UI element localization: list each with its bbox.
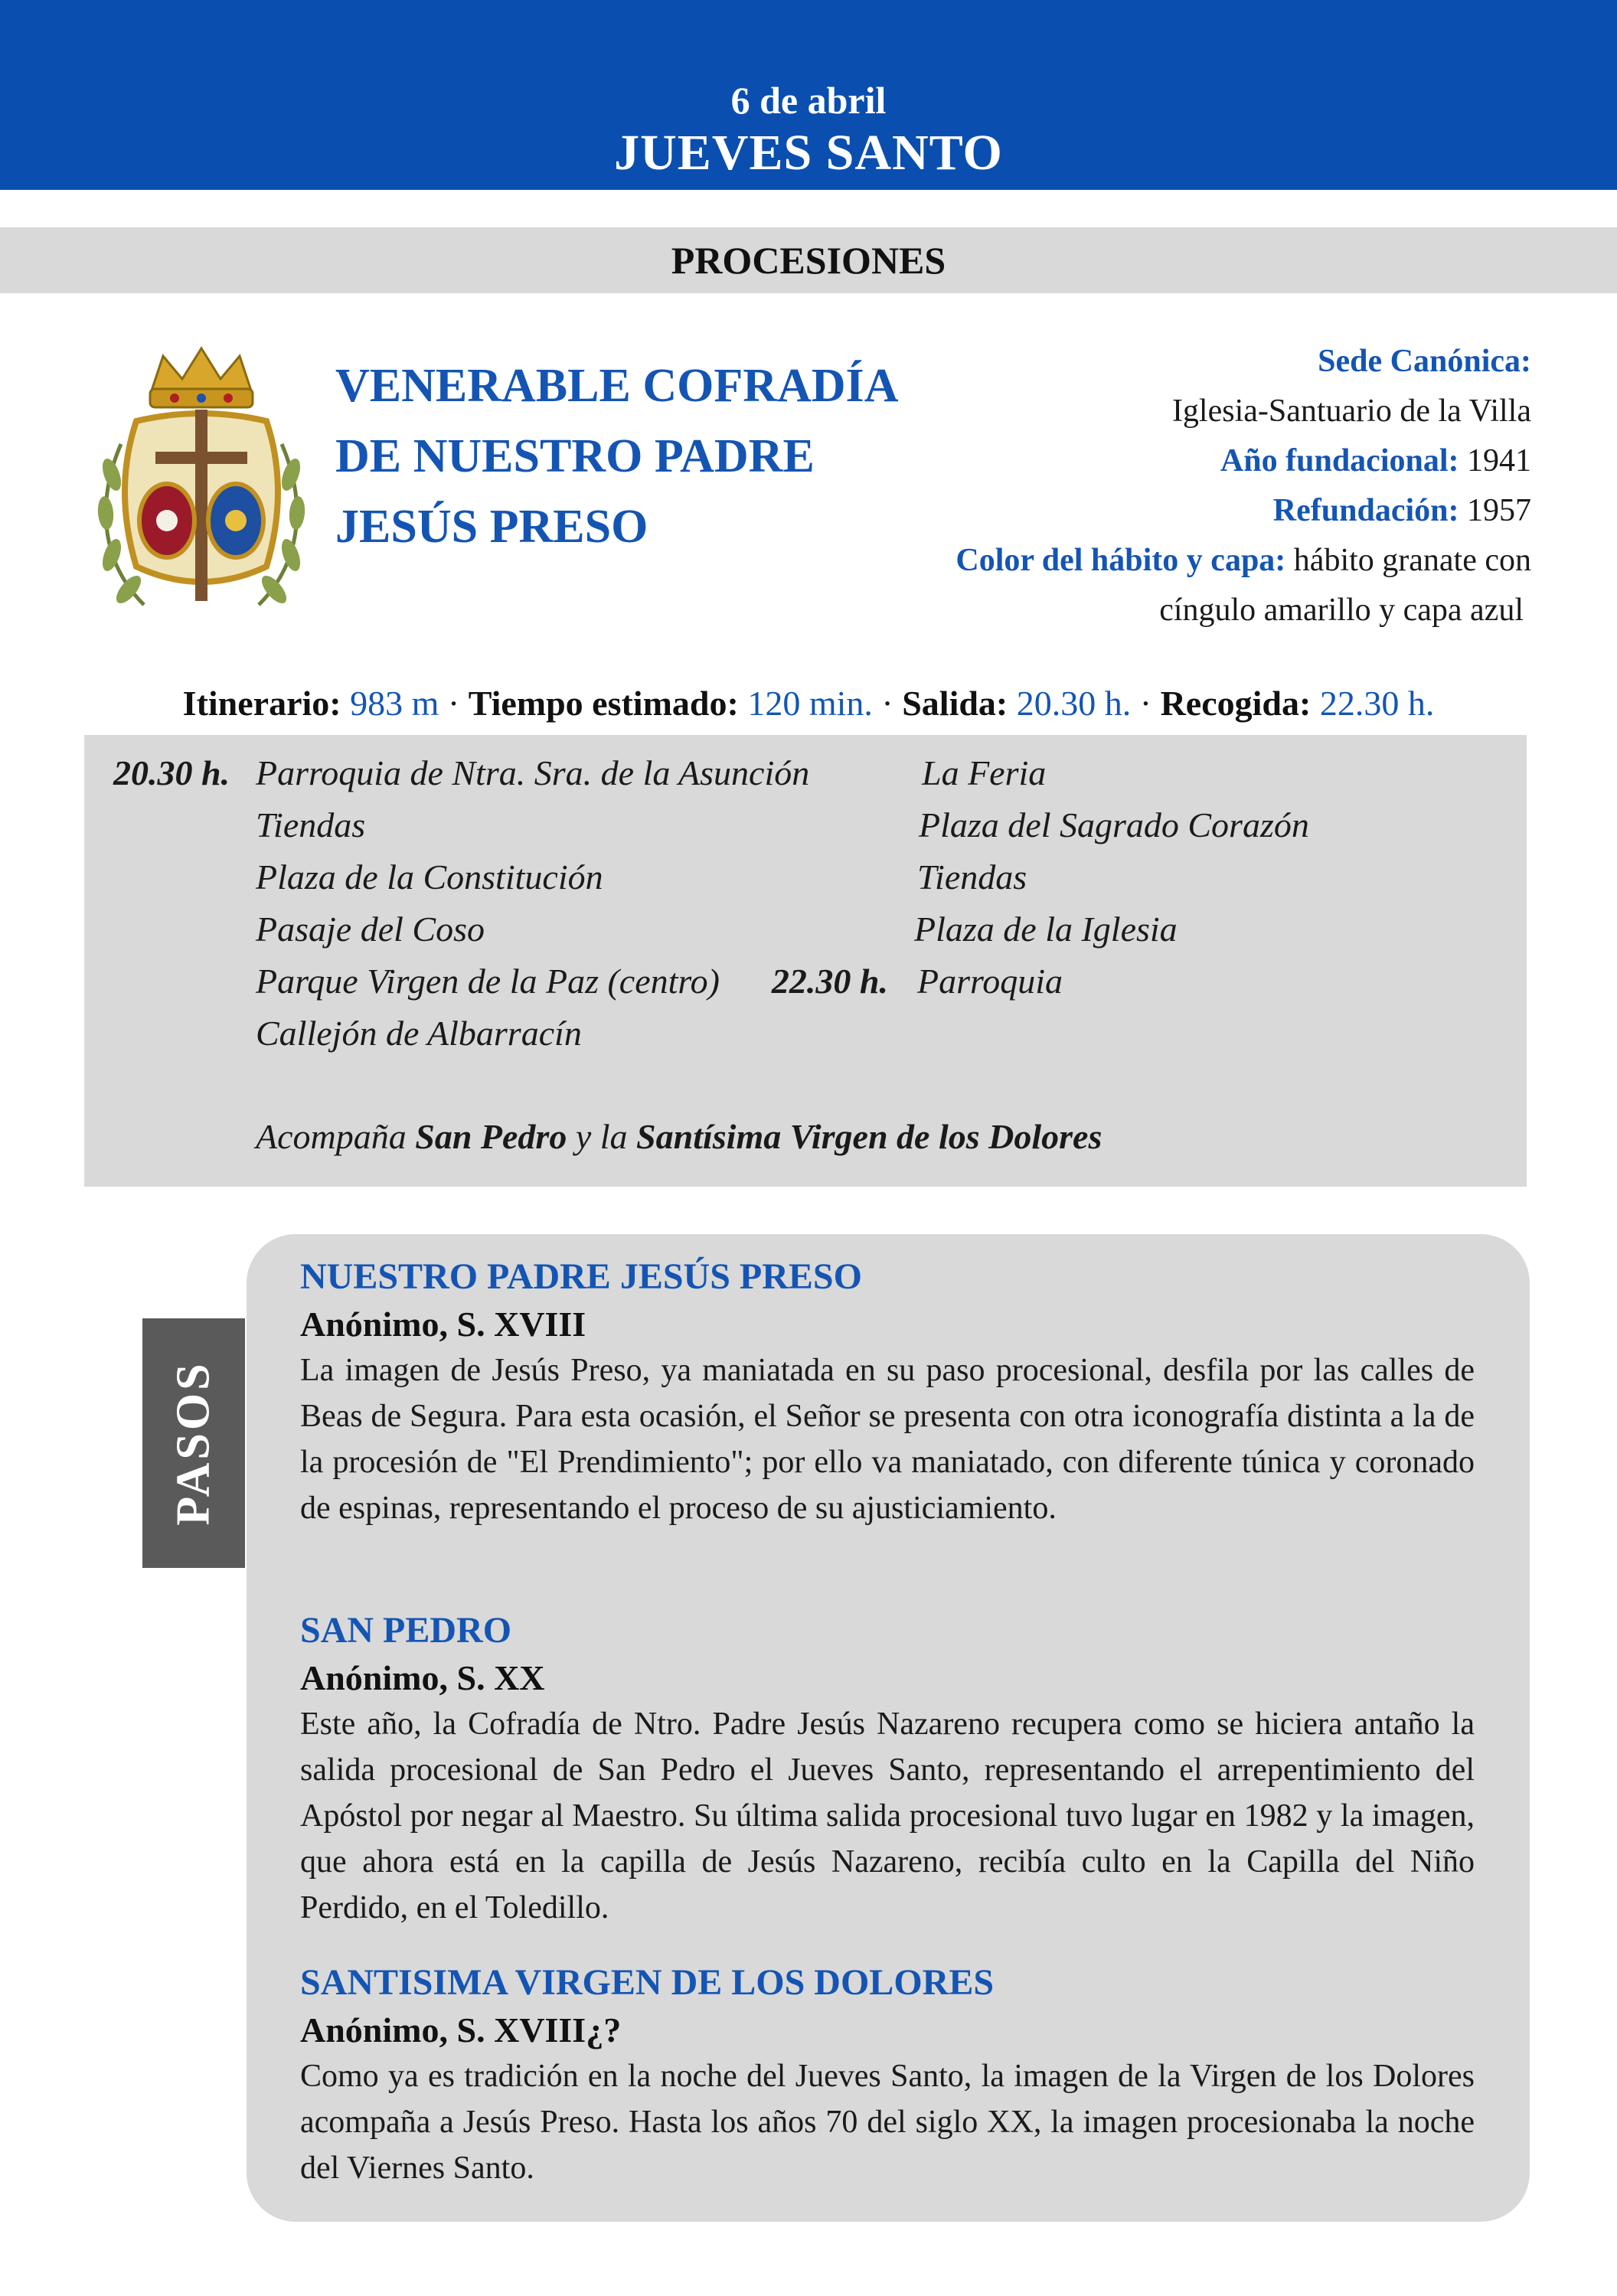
route-place: Tiendas (917, 857, 1027, 897)
accomp-virgen: Santísima Virgen de los Dolores (636, 1117, 1102, 1156)
route-box (84, 735, 1527, 1187)
pasos-panel (247, 1234, 1530, 2222)
separator: · (1131, 684, 1161, 723)
route-stop (911, 799, 1309, 851)
sede-label: Sede Canónica: (1318, 344, 1531, 379)
paso-title: SANTISIMA VIRGEN DE LOS DOLORES (300, 1962, 995, 2003)
route-stop (113, 799, 809, 851)
refund-label: Refundación: (1272, 493, 1459, 528)
route-stop (113, 903, 809, 955)
route-stop (113, 747, 809, 799)
paso-author: Anónimo, S. XVIII (300, 1305, 586, 1344)
paso-text: La imagen de Jesús Preso, ya maniatada en su paso procesional, desfila por las calles de Beas de Segura. Para esta ocasión, el Señor se presenta con otra iconografía distinta a la de la procesión de "El Prendimiento"; por ello va maniatado, con diferente túnica y coronado de espinas, representando el proceso de su ajusticiamiento. (300, 1353, 1475, 1526)
separator: · (872, 684, 903, 723)
paso-text: Este año, la Cofradía de Ntro. Padre Jesús Nazareno recupera como se hiciera antaño la salida procesional de San Pedro el Jueves Santo, representando el arrepentimiento del Apóstol por negar al Maestro. Su última salida procesional tuvo lugar en 1982 y la imagen, que ahora está en la capilla de Jesús Nazareno, recibía culto en la Capilla del Niño Perdido, en el Toledillo. (300, 1706, 1475, 1925)
route-time: 22.30 h. (771, 962, 888, 1001)
header-date: 6 de abril (730, 79, 887, 122)
recogida-value: 22.30 h. (1319, 684, 1435, 723)
header-title: JUEVES SANTO (614, 125, 1003, 181)
paso-item (300, 1256, 1475, 1531)
route-place: Parroquia de Ntra. Sra. de la Asunción (256, 753, 810, 792)
accomp-prefix: Acompaña (256, 1117, 416, 1156)
info-block (956, 337, 1531, 635)
paso-item (300, 1609, 1475, 1931)
route-time (113, 799, 256, 851)
route-time: 20.30 h. (113, 753, 230, 792)
route-place: Plaza del Sagrado Corazón (919, 805, 1309, 844)
paso-title: SAN PEDRO (300, 1610, 512, 1651)
route-time (113, 1008, 256, 1060)
coat-of-arms-icon (90, 337, 312, 628)
route-place: Callejón de Albarracín (256, 1014, 582, 1053)
salida-label: Salida: (902, 684, 1008, 723)
pasos-label: PASOS (167, 1360, 220, 1526)
recogida-label: Recogida: (1160, 684, 1312, 723)
route-stop (911, 903, 1309, 955)
separator: · (439, 684, 469, 723)
route-place: Pasaje del Coso (256, 910, 485, 949)
paso-author: Anónimo, S. XX (300, 1658, 545, 1697)
route-stop (911, 747, 1309, 799)
header-band (0, 0, 1617, 190)
route-place: Plaza de la Constitución (256, 857, 603, 897)
tiempo-label: Tiempo estimado: (468, 684, 739, 723)
accompaniment-line (256, 1116, 1102, 1157)
salida-value: 20.30 h. (1016, 684, 1132, 723)
route-left-column (113, 747, 809, 1060)
route-stop (113, 1008, 809, 1060)
accomp-san-pedro: San Pedro (415, 1117, 567, 1156)
itinerary-summary (0, 683, 1617, 723)
itinerario-value: 983 m (350, 684, 439, 723)
color-value-2: cíngulo amarillo y capa azul (1159, 593, 1524, 628)
section-band (0, 227, 1617, 293)
route-time (113, 851, 256, 903)
paso-text: Como ya es tradición en la noche del Jueves Santo, la imagen de la Virgen de los Dolores acompaña a Jesús Preso. Hasta los años 70 del siglo XX, la imagen procesionaba la noche del Viernes Santo. (300, 2059, 1475, 2186)
sede-value: Iglesia-Santuario de la Villa (1171, 394, 1531, 429)
route-place: Tiendas (256, 805, 366, 844)
route-place: Parroquia (917, 962, 1063, 1001)
paso-item (300, 1961, 1475, 2191)
paso-author: Anónimo, S. XVIII¿? (300, 2010, 622, 2049)
section-title: PROCESIONES (671, 239, 946, 282)
route-place: Parque Virgen de la Paz (centro) (256, 962, 720, 1001)
route-time (113, 903, 256, 955)
pasos-label-box (142, 1318, 245, 1568)
refund-value: 1957 (1467, 493, 1531, 528)
route-place: Plaza de la Iglesia (914, 910, 1178, 949)
route-right-column (771, 747, 1309, 1008)
ano-label: Año fundacional: (1220, 443, 1459, 478)
color-value-1: hábito granate con (1293, 543, 1531, 578)
route-stop (771, 955, 1309, 1008)
color-label: Color del hábito y capa: (956, 543, 1286, 578)
route-time (113, 955, 256, 1008)
route-stop (911, 851, 1309, 903)
route-stop (113, 851, 809, 903)
ano-value: 1941 (1467, 443, 1531, 478)
paso-title: NUESTRO PADRE JESÚS PRESO (300, 1256, 862, 1297)
confraternity-name (335, 351, 898, 562)
route-place: La Feria (922, 753, 1047, 792)
accomp-mid: y la (567, 1117, 637, 1156)
route-stop (113, 955, 809, 1008)
itinerario-label: Itinerario: (182, 684, 341, 723)
confraternity-name-line: VENERABLE COFRADÍA (335, 360, 899, 412)
confraternity-name-line: DE NUESTRO PADRE (335, 430, 815, 482)
confraternity-name-line: JESÚS PRESO (335, 501, 648, 553)
tiempo-value: 120 min. (747, 684, 873, 723)
